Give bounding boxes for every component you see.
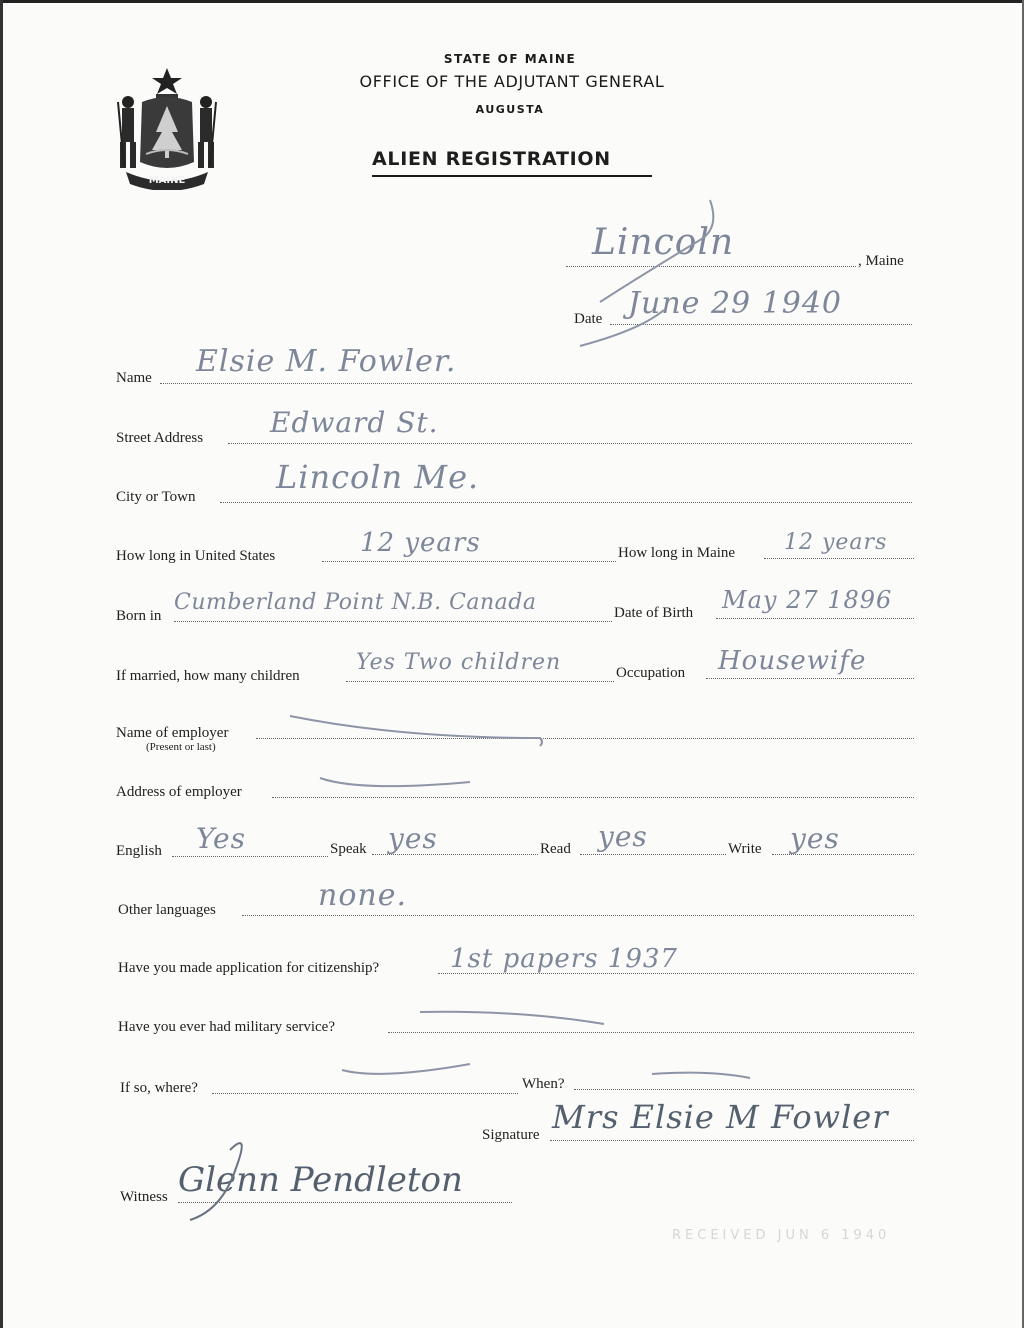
how-long-us-entry: 12 years [360,528,481,558]
citizenship-entry: 1st papers 1937 [450,944,678,974]
town-suffix: , Maine [858,253,904,269]
svg-text:MAINE: MAINE [148,175,186,186]
occupation-entry: Housewife [718,646,867,676]
signature-label: Signature [482,1127,540,1143]
write-entry: yes [790,822,840,855]
how-long-maine-label: How long in Maine [618,545,736,561]
employer-sublabel: (Present or last) [146,741,216,753]
read-label: Read [540,841,571,857]
how-long-us-label: How long in United States [116,548,276,564]
header-state: STATE OF MAINE [443,52,577,66]
name-entry: Elsie M. Fowler. [196,344,457,379]
read-entry: yes [598,820,648,853]
where-label: If so, where? [120,1080,198,1096]
speak-label: Speak [330,841,367,857]
other-languages-label: Other languages [118,902,216,918]
date-of-birth-entry: May 27 1896 [722,586,893,614]
date-entry: June 29 1940 [628,286,843,321]
street-label: Street Address [116,430,204,446]
name-label: Name [116,370,152,386]
signature-entry: Mrs Elsie M Fowler [552,1098,889,1136]
married-label: If married, how many children [116,668,300,684]
city-entry: Lincoln Me. [276,458,480,496]
received-stamp: RECEIVED JUN 6 1940 [672,1228,891,1243]
form-title: ALIEN REGISTRATION [372,148,611,170]
date-of-birth-label: Date of Birth [614,605,694,621]
how-long-maine-entry: 12 years [784,530,888,555]
employer-address-label: Address of employer [116,784,242,800]
occupation-label: Occupation [616,665,686,681]
witness-entry: Glenn Pendleton [178,1160,463,1200]
witness-label: Witness [120,1189,168,1205]
married-entry: Yes Two children [356,650,562,675]
header-office: OFFICE OF THE ADJUTANT GENERAL [359,72,665,91]
english-label: English [116,843,162,859]
write-label: Write [728,841,762,857]
military-label: Have you ever had military service? [118,1019,335,1035]
street-entry: Edward St. [270,406,439,439]
born-in-entry: Cumberland Point N.B. Canada [174,590,537,615]
city-label: City or Town [116,489,196,505]
town-entry: Lincoln [592,222,735,263]
when-label: When? [522,1076,565,1092]
citizenship-label: Have you made application for citizenship? [118,960,380,976]
english-entry: Yes [196,822,246,855]
employer-label: Name of employer [116,725,229,741]
other-languages-entry: none. [318,878,407,913]
header-city: AUGUSTA [475,103,545,116]
date-label: Date [574,311,603,327]
born-in-label: Born in [116,608,162,624]
speak-entry: yes [388,822,438,855]
